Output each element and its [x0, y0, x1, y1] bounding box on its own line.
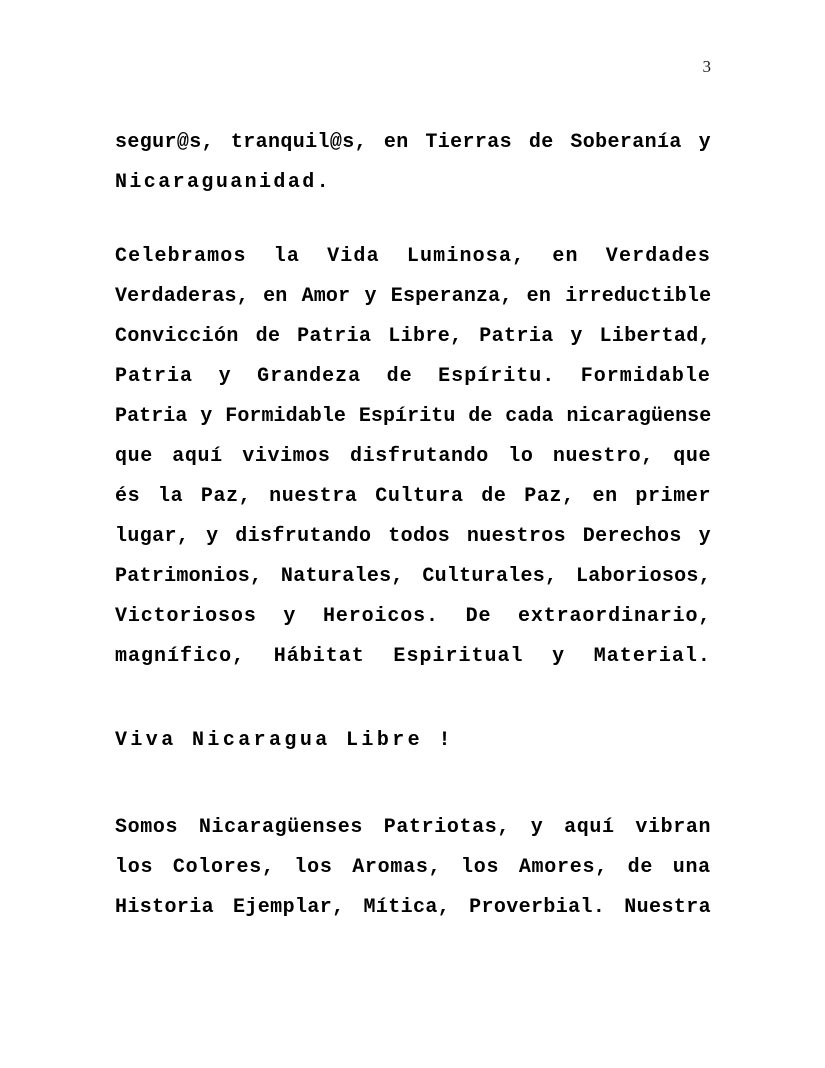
text-line: Somos Nicaragüenses Patriotas, y aquí vibran: [115, 816, 712, 839]
page-number: 3: [702, 57, 711, 76]
slogan-heading: Viva Nicaragua Libre !: [115, 729, 454, 752]
text-line: Convicción de Patria Libre, Patria y Libertad,: [115, 325, 711, 348]
text-line: Patria y Formidable Espíritu de cada nicaragüense: [115, 405, 712, 428]
paragraph: [115, 123, 711, 203]
text-line: Verdaderas, en Amor y Esperanza, en irreductible: [115, 285, 712, 308]
document-body: [115, 123, 711, 928]
text-line: lugar, y disfrutando todos nuestros Derechos y: [115, 525, 711, 548]
paragraph: [115, 237, 711, 677]
text-line: Historia Ejemplar, Mítica, Proverbial. Nuestra: [115, 896, 711, 919]
text-line: Celebramos la Vida Luminosa, en Verdades: [115, 245, 712, 268]
text-line: magnífico, Hábitat Espiritual y Material.: [115, 645, 711, 668]
text-line: Patrimonios, Naturales, Culturales, Laboriosos,: [115, 565, 711, 588]
text-line: los Colores, los Aromas, los Amores, de una: [115, 856, 711, 879]
text-line: és la Paz, nuestra Cultura de Paz, en primer: [115, 485, 712, 508]
text-line: Patria y Grandeza de Espíritu. Formidable: [115, 365, 711, 388]
text-line: que aquí vivimos disfrutando lo nuestro, que: [115, 445, 712, 468]
paragraph: [115, 721, 711, 761]
text-line: Victoriosos y Heroicos. De extraordinario,: [115, 605, 712, 628]
text-line: Nicaraguanidad.: [115, 171, 332, 194]
text-line: segur@s, tranquil@s, en Tierras de Soberanía y: [115, 131, 711, 154]
paragraph: [115, 808, 711, 928]
